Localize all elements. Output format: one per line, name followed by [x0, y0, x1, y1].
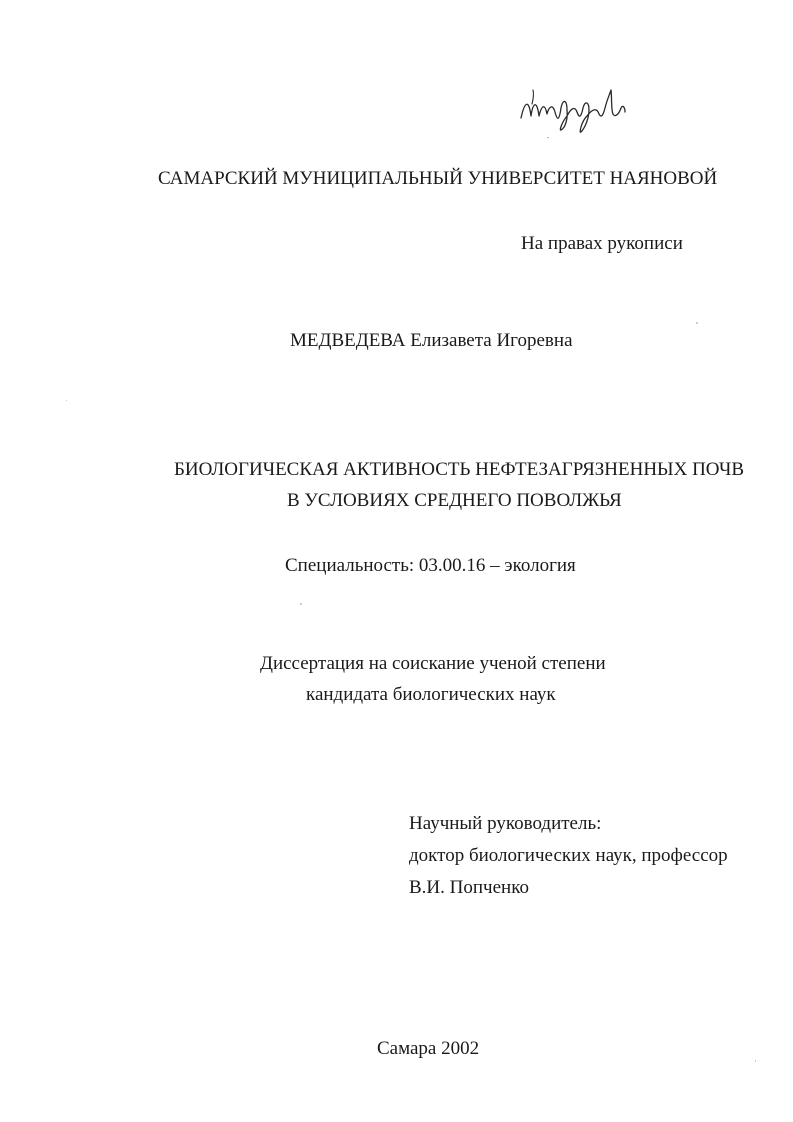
scan-speck: [696, 322, 698, 324]
dissertation-title-line-1: БИОЛОГИЧЕСКАЯ АКТИВНОСТЬ НЕФТЕЗАГРЯЗНЕННЫХ ПОЧВ: [174, 459, 745, 480]
scan-speck: [300, 603, 302, 605]
supervisor-name: В.И. Попченко: [409, 877, 529, 898]
signature-icon: [515, 78, 655, 138]
scan-speck: [66, 400, 67, 401]
degree-line-1: Диссертация на соискание ученой степени: [260, 653, 606, 674]
dissertation-title-line-2: В УСЛОВИЯХ СРЕДНЕГО ПОВОЛЖЬЯ: [287, 490, 622, 511]
specialty: Специальность: 03.00.16 – экология: [285, 555, 576, 576]
supervisor-label: Научный руководитель:: [409, 813, 602, 834]
scan-speck: [755, 1060, 756, 1062]
place-year: Самара 2002: [377, 1038, 480, 1059]
degree-line-2: кандидата биологических наук: [306, 684, 556, 705]
supervisor-title: доктор биологических наук, профессор: [409, 845, 728, 866]
manuscript-note: На правах рукописи: [521, 233, 683, 254]
university-name: САМАРСКИЙ МУНИЦИПАЛЬНЫЙ УНИВЕРСИТЕТ НАЯНОВОЙ: [158, 168, 718, 189]
author-name: МЕДВЕДЕВА Елизавета Игоревна: [290, 330, 573, 351]
handwritten-signature: [515, 78, 655, 138]
